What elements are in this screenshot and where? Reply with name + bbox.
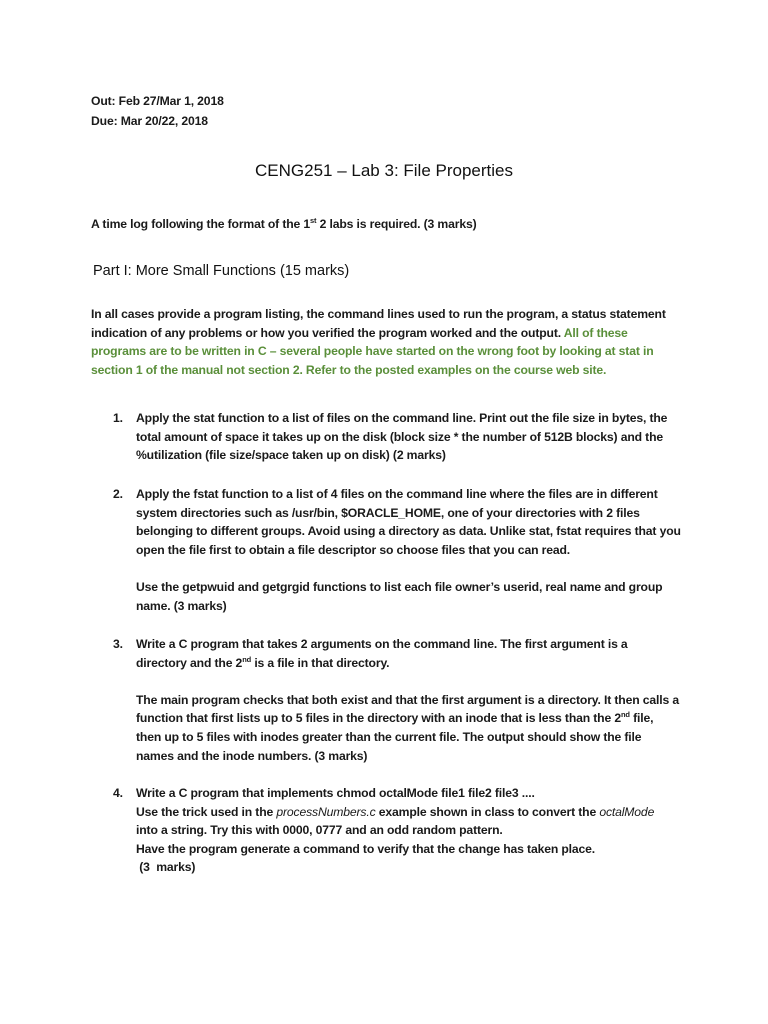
out-date: Out: Feb 27/Mar 1, 2018 bbox=[91, 94, 224, 108]
list-item-number: 2. bbox=[113, 487, 123, 501]
intro-instructions: In all cases provide a program listing, the command lines used to run the program, a status statement indication of any problems or how you verified the program worked and the output. bbox=[91, 307, 666, 340]
item-4-line-3: into a string. Try this with 0000, 0777 and an odd random pattern. bbox=[136, 823, 503, 838]
item-4-line-1 bbox=[136, 784, 681, 803]
list-item-text-continued bbox=[136, 691, 681, 765]
item-4-line-4: Have the program generate a command to verify that the change has taken place. bbox=[136, 841, 596, 856]
item-3-superscript-a: nd bbox=[242, 654, 252, 664]
part-one-heading: Part I: More Small Functions (15 marks) bbox=[93, 263, 350, 279]
part-one-intro bbox=[91, 305, 671, 379]
item-3-superscript-b: nd bbox=[620, 710, 630, 720]
document-title: CENG251 – Lab 3: File Properties bbox=[255, 161, 513, 180]
list-item-text: Apply the stat function to a list of files on the command line. Print out the file size in bytes, the total amount of space it takes up on the disk (block size * the number of 512B blocks) and the %utilization (file size/space taken up on disk) (2 marks) bbox=[136, 411, 668, 463]
item-4-text-c: example shown in class to convert the bbox=[375, 804, 600, 819]
time-log-text-start: A time log following the format of the 1 bbox=[91, 217, 311, 231]
item-4-line-5: (3 marks) bbox=[136, 860, 196, 875]
list-item-text bbox=[136, 635, 681, 672]
octal-mode-term: octalMode bbox=[599, 804, 655, 819]
due-date: Due: Mar 20/22, 2018 bbox=[91, 114, 208, 128]
time-log-superscript: st bbox=[310, 215, 317, 225]
item-3-text-a: Write a C program that takes 2 arguments on the command line. The first argument is a directory and the 2 bbox=[136, 637, 628, 670]
time-log-requirement bbox=[91, 215, 711, 234]
list-item-number: 3. bbox=[113, 637, 123, 651]
item-4-line-2 bbox=[136, 803, 681, 822]
process-numbers-filename: processNumbers.c bbox=[276, 804, 376, 819]
chmod-command: chmod octalMode file1 file2 file3 .... bbox=[336, 786, 535, 800]
date-block bbox=[91, 92, 691, 132]
intro-green-note: All of these programs are to be written in C – several people have started on the wrong foot by looking at stat in section 1 of the manual not section 2. Refer to the posted examples on the course web site. bbox=[91, 325, 654, 377]
list-item-number: 1. bbox=[113, 411, 123, 425]
list-item-number: 4. bbox=[113, 786, 123, 800]
item-3-text-c: The main program checks that both exist and that the first argument is a directory. It then calls a function that first lists up to 5 files in the directory with an inode that is less than the 2 bbox=[136, 692, 679, 726]
list-item-text-continued: Use the getpwuid and getgrgid functions to list each file owner’s userid, real name and group name. (3 marks) bbox=[136, 579, 663, 613]
item-4-text-b: Use the trick used in the bbox=[136, 804, 277, 819]
item-3-text-b: is a file in that directory. bbox=[251, 655, 390, 670]
time-log-text-end: 2 labs is required. (3 marks) bbox=[316, 217, 477, 231]
list-item-text: Apply the fstat function to a list of 4 files on the command line where the files are in different system directories such as /usr/bin, $ORACLE_HOME, one of your directories with 2 files belonging to different groups. Avoid using a directory as data. Unlike stat, fstat requires that you open the file first to obtain a file descriptor so choose files that you can read. bbox=[136, 487, 681, 557]
item-3-text-d: file, then up to 5 files with inodes greater than the current file. The output should show the file names and the inode numbers. (3 marks) bbox=[136, 711, 654, 763]
item-4-text-a: Write a C program that implements bbox=[136, 786, 337, 800]
